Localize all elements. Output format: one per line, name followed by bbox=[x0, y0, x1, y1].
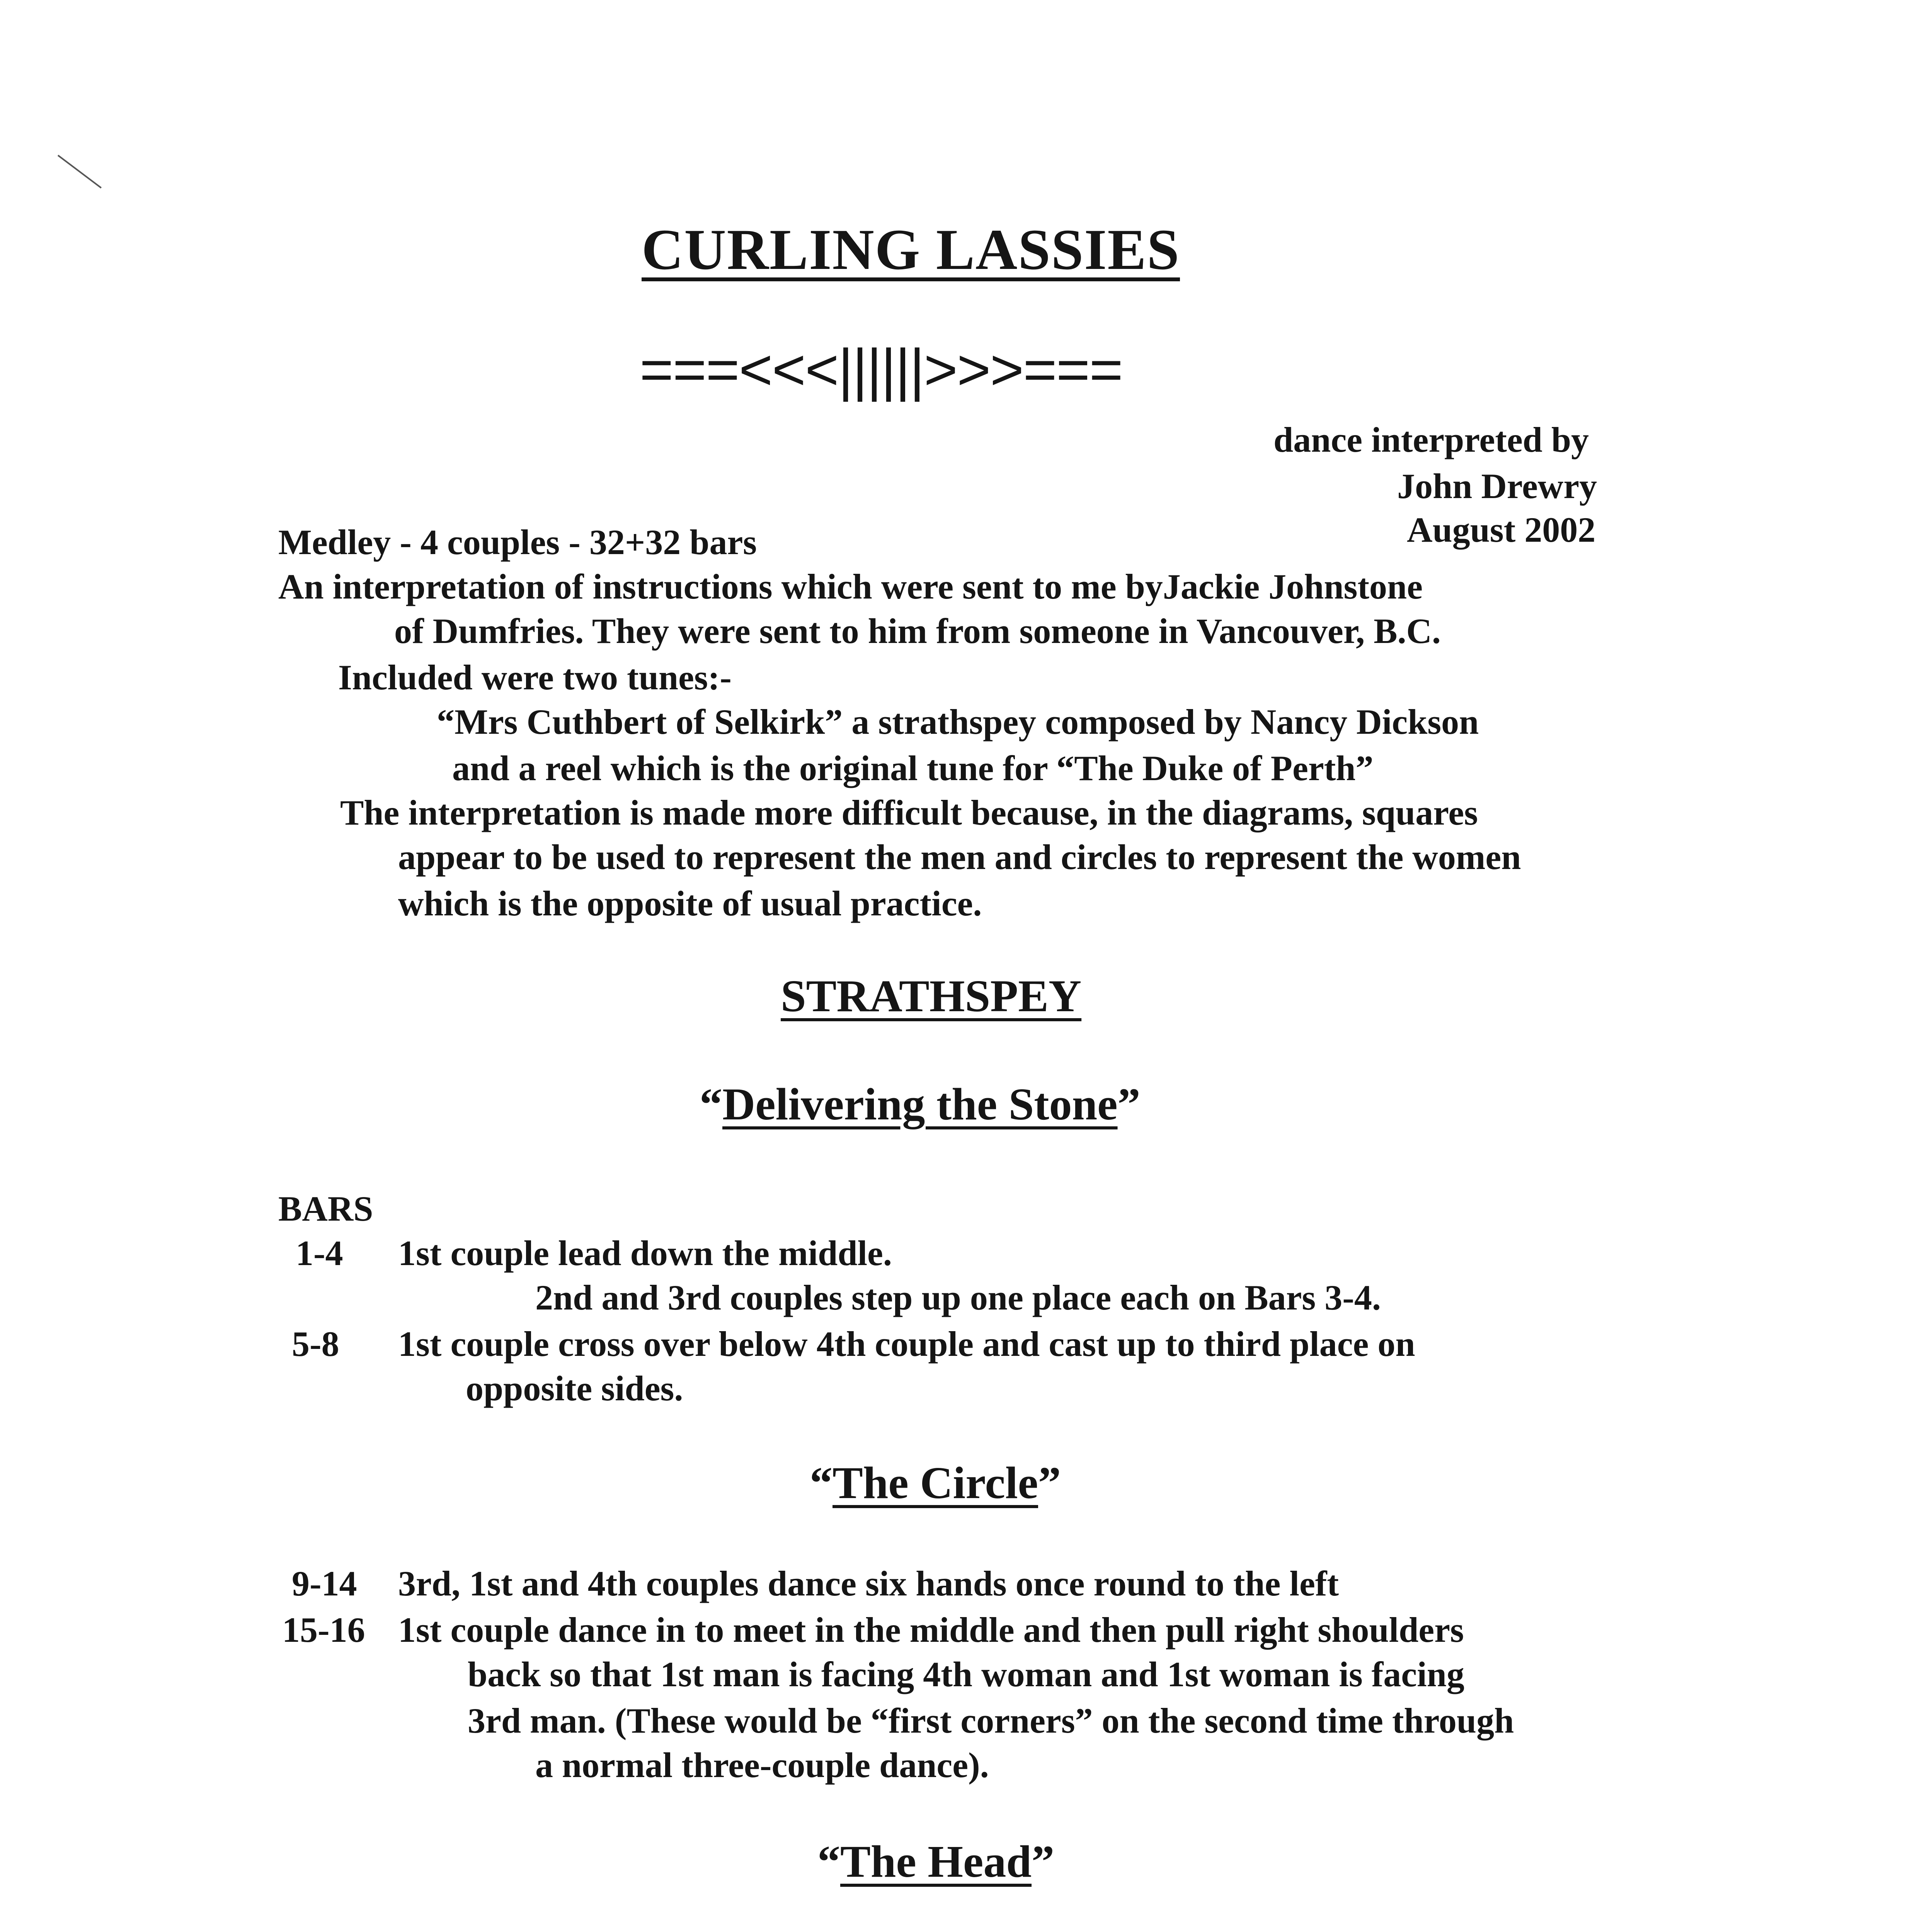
open-quote: “ bbox=[810, 1458, 833, 1508]
bars-label: BARS bbox=[278, 1189, 373, 1228]
part-title: The Circle bbox=[833, 1458, 1038, 1508]
section-heading: STRATHSPEY bbox=[781, 971, 1082, 1021]
dance-format: Medley - 4 couples - 32+32 bars bbox=[278, 522, 757, 562]
intro-line: which is the opposite of usual practice. bbox=[398, 884, 982, 923]
step-line: 2nd and 3rd couples step up one place each on Bars 3-4. bbox=[535, 1278, 1381, 1317]
bar-range: 5-8 bbox=[292, 1324, 339, 1364]
credit-author: John Drewry bbox=[1397, 466, 1597, 506]
bar-range: 1-4 bbox=[296, 1233, 343, 1273]
intro-line: of Dumfries. They were sent to him from someone in Vancouver, B.C. bbox=[394, 611, 1441, 651]
part-heading bbox=[817, 1835, 1054, 1888]
part-heading bbox=[700, 1078, 1141, 1131]
part-title: Delivering the Stone bbox=[722, 1079, 1118, 1129]
step-line: 3rd, 1st and 4th couples dance six hands once round to the left bbox=[398, 1564, 1339, 1603]
credit-line: dance interpreted by bbox=[1273, 420, 1589, 459]
step-line: 1st couple cross over below 4th couple and cast up to third place on bbox=[398, 1324, 1415, 1364]
intro-line: and a reel which is the original tune for “The Duke of Perth” bbox=[452, 748, 1374, 788]
intro-line: The interpretation is made more difficult because, in the diagrams, squares bbox=[340, 793, 1478, 832]
step-line: 3rd man. (These would be “first corners” on the second time through bbox=[468, 1701, 1514, 1740]
intro-line: Included were two tunes:- bbox=[338, 658, 732, 697]
open-quote: “ bbox=[817, 1836, 840, 1887]
open-quote: “ bbox=[700, 1079, 722, 1129]
step-line: opposite sides. bbox=[466, 1369, 683, 1408]
step-line: back so that 1st man is facing 4th woman and 1st woman is facing bbox=[468, 1655, 1464, 1694]
pen-mark bbox=[58, 155, 102, 188]
title-ornament: ===<<<||||||>>>=== bbox=[640, 337, 1122, 402]
bar-range: 15-16 bbox=[282, 1610, 365, 1650]
credit-date: August 2002 bbox=[1407, 510, 1596, 549]
page-title: CURLING LASSIES bbox=[642, 218, 1180, 282]
intro-line: “Mrs Cuthbert of Selkirk” a strathspey composed by Nancy Dickson bbox=[437, 702, 1479, 742]
close-quote: ” bbox=[1032, 1836, 1054, 1887]
intro-line: An interpretation of instructions which were sent to me byJackie Johnstone bbox=[278, 567, 1423, 606]
step-line: 1st couple dance in to meet in the middle and then pull right shoulders bbox=[398, 1610, 1464, 1650]
close-quote: ” bbox=[1117, 1079, 1141, 1129]
bar-range: 9-14 bbox=[292, 1564, 357, 1603]
intro-line: appear to be used to represent the men and circles to represent the women bbox=[398, 837, 1521, 877]
part-heading bbox=[810, 1457, 1061, 1509]
step-line: 1st couple lead down the middle. bbox=[398, 1233, 892, 1273]
close-quote: ” bbox=[1038, 1458, 1061, 1508]
part-title: The Head bbox=[840, 1836, 1032, 1887]
step-line: a normal three-couple dance). bbox=[535, 1745, 989, 1785]
